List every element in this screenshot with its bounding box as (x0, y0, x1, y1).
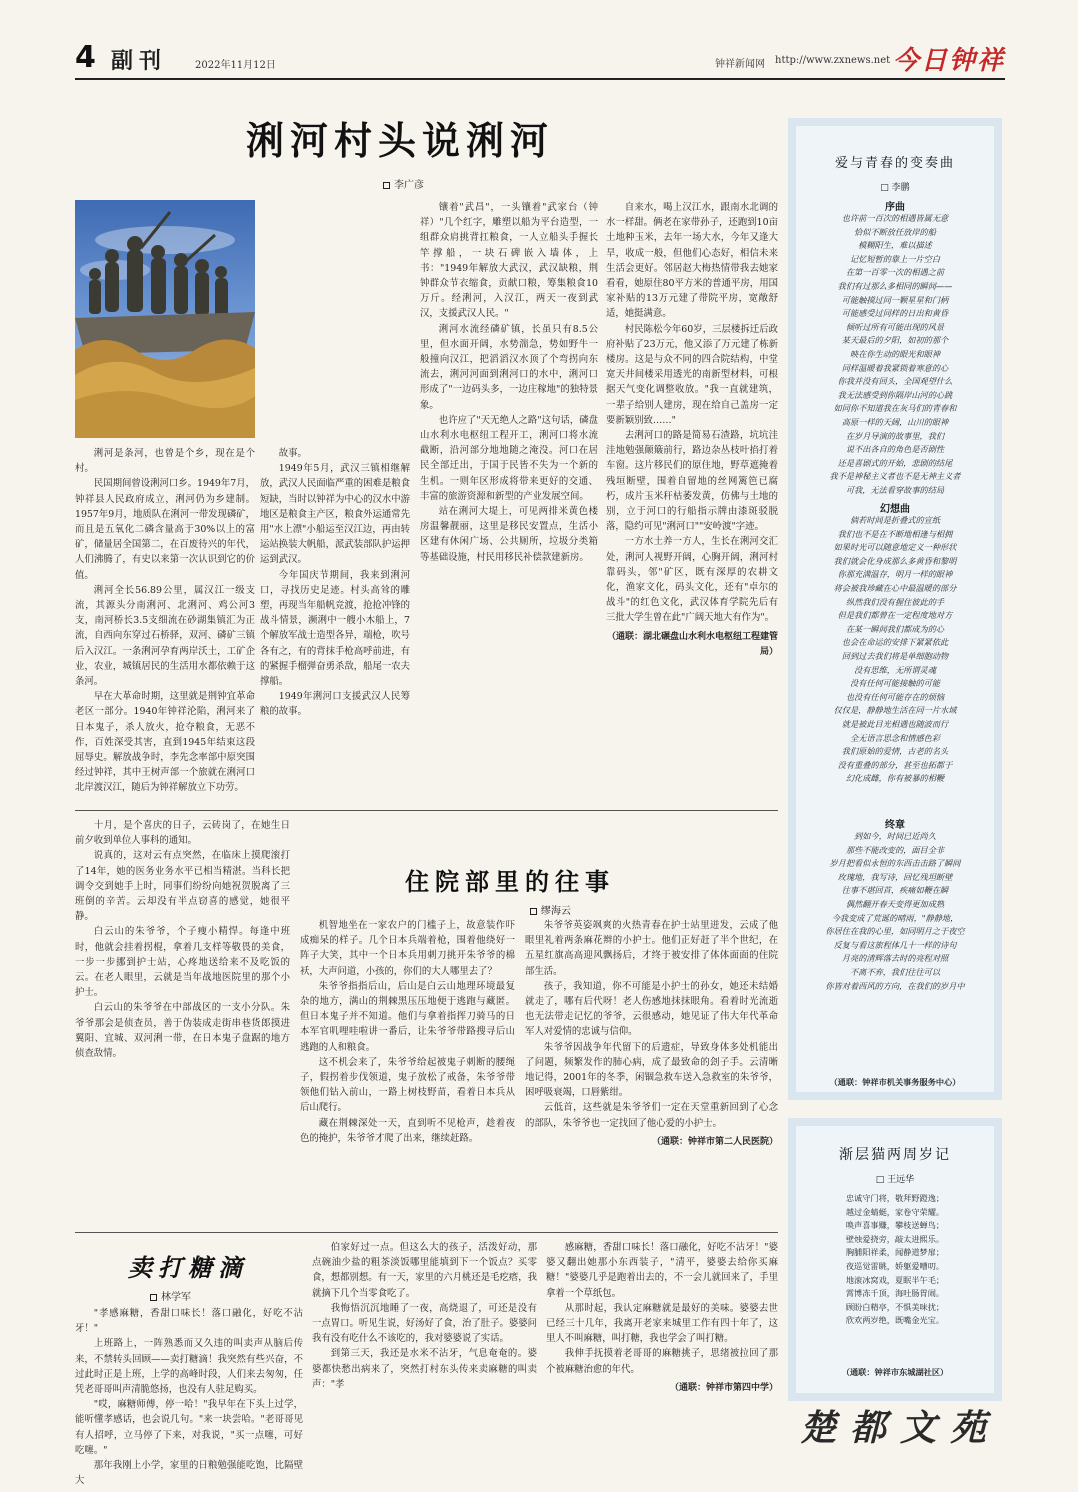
poem-line: 将会被我珍藏在心中最温暖的部分 (833, 582, 957, 593)
column-logo: 楚都文苑 (800, 1407, 1001, 1449)
poem-line: 玫瑰地，我写诗，回忆残坦断壁 (837, 871, 953, 882)
poem2-title: 渐层猫两周岁记 (839, 1147, 951, 1163)
site-url[interactable]: http://www.zxnews.net (775, 55, 891, 66)
poem-line: 忠诚守门将，敬拜野蹬逸； (845, 1193, 945, 1203)
paragraph: 云低首，这些就是朱爷爷们一定在天堂重新回到了心念的部队，朱爷爷也一定找回了他心爱的小护士。 (525, 1102, 778, 1129)
poem-stanza (802, 830, 988, 993)
poem-line: 越过金蜻蜓，家卷守荣耀。 (845, 1206, 945, 1217)
article2-column-3 (525, 918, 778, 1230)
paragraph: 机智地坐在一家农户的门槛子上，故意装作吓成痴呆的样子。几个日本兵端着枪，围着他绕好一阵子大笑，其中一个日本兵用刺刀挑开朱爷爷的棉袄，大声问道，小孩的，你们的大人哪里去了？ (300, 920, 515, 977)
paragraph: 自来水，喝上汉江水，跟南水北调的水一样甜。俩老在家带孙子，还跑到10亩土地种玉米，去年一场大水，今年又逢大旱，收成一般，但他们心态好，相信未来生活会更好。邻居赵大梅热情带我去她家看看，她原住80平方米的普通平房，用国家补贴的13万元建了带院平房，宽敞舒适，她挺满意。 (606, 202, 778, 320)
page-number: 4 (75, 40, 96, 75)
paragraph: 去浰河口的路是简易石渣路，坑坑洼洼地勉强颠簸前行，路边杂丛枝叶掐打着车窗。这片移民们的原住地，野草遮掩着残垣断壁，围着自留地的丝网篱笆已腐朽，成片玉米秆枯萎发黄，仿佛与土地的别，立于河口的行船指示牌由漆斑驳脱落，隐约可见"浰河口""安岭渡"字迹。 (606, 430, 778, 533)
paragraph: 从那时起，我认定麻糖就是最好的美味。婆婆去世已经三十几年，我离开老家来城里工作有四十年了，这里人不叫麻糖，叫打糖，我也学会了叫打糖。 (546, 1302, 778, 1345)
poem-line: 岁月把看似永恒的东西击击路了瞬间 (829, 858, 961, 869)
poem-line: 霄博冻千顶，海吐肠胃闹。 (845, 1288, 945, 1299)
paragraph: 镶着"武昌"，一头镶着"武家台（钟祥）"几个红字，雕塑以船为平台造型，一组群众肩挑背扛粮食，一人立船头手握长竿撑船，一块石碑嵌入墙体，上书："1949年解放大武汉，武汉缺粮，荆钟群众节衣缩食，贡献口粮，筹集粮食10万斤。经浰河，入汉江，两天一夜到武汉，支援武汉人民。" (420, 202, 598, 320)
paragraph: 浰河全长56.89公里，属汉江一级支流，其源头分南浰河、北浰河、鸡公河3支，南河桥长3.5支细流在砂湖集镇汇为正流，自西向东穿过石桥驿，双河、磷矿三镇后入汉江。一条浰河孕育两岸沃土，工矿企业，农业，城镇居民的生活用水都依赖于这条河。 (75, 584, 255, 688)
page-header (75, 38, 1005, 80)
article3-column-2 (312, 1240, 537, 1476)
poem-line: 壁烛爱挠旁，敲太进熙乐。 (845, 1233, 945, 1244)
site-name: 钟祥新闻网 (715, 59, 765, 70)
paragraph: 孩子，我知道，你不可能是小护士的孙女，她还未结婚就走了，哪有后代呀！老人伤感地抹抹眼角。看着时光流逝也无法带走记忆的爷爷，云很感动，她见证了伟大年代革命军人对爱情的忠诚与信仰。 (525, 980, 778, 1038)
article1-column-2 (420, 200, 598, 794)
paragraph: 早在大革命时期，这里就是荆钟宜革命老区一部分。1940年钟祥沦陷，浰河来了日本鬼子，杀人放火，抢夺粮食，无恶不作，百姓深受其害，直到1945年结束这段屈辱史。解放战争时，李先念率部中原突围经过钟祥，其中王树声部一个旅就在浰河口北岸渡汉江，随后为钟祥解放立下功劳。 (75, 691, 255, 794)
paragraph: 藏在荆棘深处一天，直到听不见枪声，趁着夜色的掩护，朱爷爷才爬了出来，继续赶路。 (300, 1117, 515, 1144)
section-name: 副刊 (111, 49, 168, 74)
article2-column-2 (300, 918, 515, 1230)
paragraph: 上班路上，一阵熟悉而又久违的叫卖声从脑后传来，不禁转头回顾——卖打糖滴！我突然有些兴奋，不过此时正是上班，上学的高峰时段，人们来去匆匆，任凭老哥哥叫声清脆悠扬，也没有人驻足购买。 (75, 1338, 303, 1396)
poem-line: 你我并没有回头，全国观望什么 (837, 376, 953, 387)
poem-line: 没有思维，无所谓灵魂 (854, 664, 936, 675)
poem-line: 我们就会化身成那么多黄昏和黎明 (833, 555, 957, 566)
poem-line: 你居住在我的心里，如同明月之于夜空 (825, 926, 965, 937)
poem-line: 倾听过所有可能出现的风景 (845, 321, 945, 332)
author-name: 缪海云 (541, 906, 571, 917)
paragraph: 故事。 (278, 448, 307, 459)
paragraph: 那年我刚上小学，家里的日粮勉强能吃饱，比隔壁大 (75, 1460, 303, 1487)
article1-column-3 (606, 200, 778, 794)
article2-column-1 (75, 818, 290, 1230)
poem-line: 地滚冰窝戏，夏眠半午毛； (845, 1274, 945, 1285)
poem-line: 在岁月导演的故事里，我们 (845, 430, 945, 441)
author-name: 林学军 (161, 1292, 191, 1303)
poem-stanza (802, 514, 988, 786)
poem-line: 同样温暖着我紧锁着寒意的心 (841, 362, 949, 373)
paragraph: 今年国庆节期间，我来到浰河口，寻找历史足迹。村头高耸的雕塑，再现当年船帆竞渡，抢抢冲锋的战斗情景，濒浰中一艘小木船上，7个解放军战士造型各异，端枪，吹号各有之，有的背抹手枪高呼前进，有的紧握手榴弹奋勇杀敌，船尾一农夫撑船。 (260, 569, 411, 688)
paragraph: 到第三天，我还是水米不沾牙，气息奄奄的。婆婆都快愁出病来了，突然打村东头传来卖麻糖的叫卖声："孝 (312, 1348, 537, 1390)
article-byline (383, 176, 424, 191)
paragraph: 也许应了"天无绝人之路"这句话，磷盘山水利水电枢纽工程开工，浰河口将水流截断，沿河部分地地随之淹没。河口在居民全部迁出，于国于民皆不失为一个新的生机。一则年区形成将带来更好的交通、丰富的旅游资源和新型的产业发展空间。 (420, 414, 598, 502)
poem-line: 倘若时间是折叠式的宣纸 (849, 515, 941, 525)
paragraph: 白云山的朱爷爷在中部战区的一支小分队。朱爷爷那会是侦查员，善于伪装成走街串巷货郎摸进翼阳、宜城、双河浰一带，在日本鬼子盘踞的地方侦查敌情。 (75, 1002, 290, 1060)
poem-line: 也会在命运的安排下紧紧依此 (841, 637, 949, 648)
poem-line: 我们原始的爱情，古老的名头 (841, 746, 949, 757)
poem-line: 没有任何可能接触的可能 (849, 678, 941, 689)
article-source: （通联：钟祥市第二人民医院） (651, 1136, 778, 1147)
poem-line: 往事不堪回首，疾痛如鞭在瞬 (841, 885, 949, 896)
poem-line: 可能触摸过同一颗星星和门柄 (841, 294, 949, 305)
poem2-sidebar (788, 1118, 1002, 1401)
paragraph: 感麻糖，香甜口味长！落口融化，好吃不沾牙！"婆婆又翻出她那小东西装子，"清平，婆婆去给你买麻糖！"婆婆几乎是跑着出去的，不一会儿就回来了，手里拿着一个草纸包。 (546, 1242, 778, 1299)
poem-line: 如果时光可以随意地定义一种形状 (833, 542, 957, 553)
paragraph: 我悔悟沉沉地睡了一夜，高烧退了，可还是没有一点胃口。听见生说，好汤好了食，治了肚子。婆婆问我有没有吃什么不该吃的，我对婆婆说了实话。 (312, 1302, 538, 1345)
sculpture-photo (75, 200, 255, 438)
poem2-stanza (802, 1192, 988, 1328)
poem-line: 也没有任何可能存在的烦恼 (845, 691, 945, 702)
paragraph: 说真的，这对云有点突然，在临床上摸爬滚打了14年，她的医务业务水平已相当精湛。当科长把调令交到她手上时，同事们纷纷向她祝贺脱离了三班倒的辛苦。云却没有半点窃喜的感觉，她很平静。 (75, 850, 290, 923)
poem-panel (796, 126, 994, 1092)
paragraph: 站在浰河大堤上，可见两排米黄色楼房温馨靓丽，这里是移民安置点，生活小区建有休闲广场、公共厕所，垃圾分类箱等基础设施，村民用移民补偿款建新房。 (420, 506, 598, 563)
article3-byline (150, 1288, 191, 1303)
poem-line: 没有重叠的部分，甚至也拓都于 (837, 759, 953, 770)
poem2-author: □ 王远华 (875, 1175, 915, 1185)
article-title: 浰河村头说浰河 (245, 118, 554, 163)
poem-line: 在某一瞬间我们都成为的心 (845, 623, 945, 634)
paragraph: 民国期间曾设浰河口乡。1949年7月，钟祥县人民政府成立，浰河仍为乡建制。1957年9月，地质队在浰河一带发现磷矿，而且是五氧化二磷含量高于30%以上的富矿，储量居全国第二，在百废待兴的年代，人们沸腾了，有史以来第一次认识到它的价值。 (75, 478, 255, 581)
poem-title: 爱与青春的变奏曲 (834, 156, 955, 171)
poem-line: 欣欢两岁绝，既嘴金光宝。 (845, 1315, 945, 1326)
article3-column-3 (546, 1240, 778, 1476)
poem-line: 偶然翻开春天变得更加成熟 (845, 898, 945, 909)
poem-author: □ 李鹏 (880, 183, 910, 193)
poem-line: 就是被此目光相遇也随波而行 (841, 718, 949, 729)
poem-line: 全无语言思念和情感色彩 (849, 732, 941, 743)
article2-byline (530, 902, 571, 917)
poem-line: 模糊阳生，难以描述 (858, 240, 932, 251)
article1-column-4 (260, 446, 410, 794)
article2-title: 住院部里的往事 (405, 867, 615, 896)
sculpture-illustration (75, 200, 255, 438)
poem-line: 那些不能改变的，面目全非 (845, 844, 945, 855)
poem-line: 今我变成了荒诞的晴雨，"静静地， (831, 912, 959, 923)
poem-line: 唤声喜事赚，攀枝送蝉鸟； (845, 1220, 945, 1231)
poem-line: 顾盼白精亭，不惧美味扰； (845, 1301, 945, 1312)
author-name: 王远华 (887, 1175, 915, 1185)
poem-source: （通联：钟祥市机关事务服务中心） (829, 1077, 961, 1087)
divider (75, 810, 778, 811)
poem-line: 不离不弃，我们往往可以 (849, 966, 941, 977)
poem-line: 在第一百零一次的相遇之前 (845, 267, 945, 278)
poem2-panel (796, 1126, 994, 1393)
article1-column-1 (75, 446, 255, 794)
author-name: 李鹏 (891, 183, 910, 193)
poem-line: 还是喜剧式的开始，悲剧的结尾 (837, 457, 953, 468)
paragraph: 白云山的朱爷爷，个子瘦小精悍。每逢中班时，他就会挂着拐棍，拿着几支样等敬畏的美食，一步一步挪到护士站，心疼地送给来不及吃饭的云。在老人眼里，云就是当年战地医院里的那个小护士。 (75, 926, 290, 999)
poem-line: 我无法感受到你隔岸山河的心跳 (837, 389, 953, 400)
paragraph: "孝感麻糖，香甜口味长！落口融化，好吃不沾牙！" (75, 1308, 303, 1335)
poem-line: 如同你不知道我在灰马们的青春和 (833, 403, 957, 414)
poem-line: 幻化成雌，你有被暴的相鞭 (845, 773, 945, 784)
issue-date: 2022年11月12日 (195, 60, 276, 71)
paragraph: 我伸手抚摸着老哥哥的麻糖挑子，思绪被拉回了那个被麻糖治愈的年代。 (546, 1348, 778, 1375)
poem-line: 可我，无法看穿故事的结局 (845, 484, 945, 495)
poem-line: 恰似不断放任放岸的船 (854, 226, 936, 237)
article-source: （通联：钟祥市第四中学） (669, 1382, 778, 1393)
author-name: 李广彦 (394, 180, 424, 191)
paragraph: 1949年浰河口支援武汉人民筹粮的故事。 (260, 691, 410, 718)
poem2-source: （通联：钟祥市东城湖社区） (841, 1367, 949, 1377)
poem-sidebar (788, 118, 1002, 1100)
poem-line: 可能感受过同样的日出和黄昏 (841, 308, 949, 319)
poem-line: 某天最后的夕阳，如初的那个 (841, 335, 949, 346)
poem-line: 到如今，时间已近尚久 (854, 831, 936, 841)
paragraph: 朱爷爷指指后山，后山是白云山地理环境最复杂的地方，满山的荆棘黑压压地便于逃跑与藏匿。但日本鬼子并不知道。他们与拿着指挥刀骑马的日本军官叽哩哇啦讲一番后，让朱爷爷带路搜寻后山逃跑的人和粮食。 (300, 980, 515, 1053)
paragraph: 浰河水流经磷矿镇，长虽只有8.5公里，但水面开阔，水势湍急，势如野牛一般撞向汉江，把滔滔汉水顶了个弯拐向东流去，浰河河面到浰河口的水中，浰河口形成了"一边码头多，一边庄稼地"的独特景象。 (420, 323, 598, 411)
poem-stanza (802, 212, 988, 497)
paragraph: 朱爷爷因战争年代留下的后遗症，导致身体多处机能出了问题，频繁发作的肺心病，成了最致命的刽子手。云清晰地记得，2001年的冬季，闲锢急救车送入急救室的朱爷爷，困呼吸衰竭，口唇紫绀。 (525, 1041, 778, 1099)
poem-line: 我们有过那么多相同的瞬间—— (837, 280, 953, 291)
paragraph: 朱爷爷英姿飒爽的火热青春在护士站里迸发，云成了他眼里礼着两条麻花辫的小护士。他们正好赶了半个世纪，在五星红旗高高迎风飘扬后，才终于被安排了体体面面的住院部生活。 (525, 920, 778, 977)
poem-line: 但是我们都曾在一定程度地对方 (837, 610, 953, 621)
paragraph: 一方水土养一方人，生长在浰河交汇处，浰河人视野开阔，心胸开阔，浰河村靠码头，邻"矿区，既有深厚的农耕文化，渔家文化，码头文化，还有"卓尔的战斗"的红色文化，武汉体育学院先后有三批大学生曾在此"广阔天地大有作为"。 (606, 536, 778, 624)
poem-section-heading: 终章 (885, 820, 905, 831)
poem-line: 映在你生动的眼光和眼神 (849, 348, 941, 359)
poem-line: 夜巡觉雷眺，娇躯爱嘈叨。 (845, 1260, 945, 1271)
poem-line: 纵然我们没有握住彼此的手 (845, 596, 945, 607)
poem-line: 我们也不是在不断地相逢与相拥 (837, 528, 953, 539)
divider (75, 1232, 778, 1233)
article3-title: 卖打糖滴 (128, 1253, 248, 1282)
poem-line: 月亮的清辉落去时的亮程对照 (841, 953, 949, 964)
paragraph: "哎，麻糖师傅，停一哈！"我早年在下头上过学，能听懂孝感话，也会说几句。"来一块尝哈。"老哥哥见有人招呼，立马停了下来，对我说，"买一点噻，可好吃噻。" (75, 1399, 303, 1456)
masthead-logo: 今日钟祥 (892, 46, 1005, 76)
poem-line: 回到过去我们将是单细胞动物 (841, 650, 949, 661)
paragraph: 伯家好过一点。但这么大的孩子，活泼好动，那点碗油少盐的粗茶淡饭哪里能填到下一个饭点？买零食，想都别想。有一天，家里的六月桃还是毛疙瘩，我就摘下几个当零食吃了。 (312, 1242, 538, 1299)
paragraph: 这不机会来了，朱爷爷给起被鬼子刺断的腰绳子，假拐着步伐领道，鬼子放松了戒备，朱爷爷带领他们钻入前山，一路上树枝野苗，看着日本兵从后山爬行。 (300, 1056, 515, 1114)
poem-line: 仅仅是，静静地生活在同一片水域 (833, 705, 957, 716)
article-source: （通联：湖北碾盘山水利水电枢纽工程建管局） (606, 631, 778, 657)
paragraph: 浰河是条河，也曾是个乡，现在是个村。 (75, 448, 255, 475)
article3-column-1 (75, 1306, 303, 1487)
poem-line: 胸脯阳祥柔，闻静道梦扉； (845, 1247, 945, 1258)
poem-section-heading: 幻想曲 (880, 504, 910, 515)
poem-line: 反复与看这旅程体几十一样的诗句 (833, 939, 957, 950)
poem-line: 记忆短暂的靠上一片空白 (849, 253, 941, 264)
poem-line: 说不出各自的角色是否剧性 (845, 444, 945, 455)
paragraph: 1949年5月，武汉三镇相继解放，武汉人民面临严重的困难是粮食短缺，当时以钟祥为中心的汉水中游地区是粮食主产区，粮食外运通常先用"水上漂"小船运至汉江边，再由转运站换装大帆船，派武装部队护运押运到武汉。 (260, 463, 411, 566)
paragraph: 村民陈松今年60岁，三层楼拆迁后政府补贴了23万元，他又添了万元建了栋新楼房。这是与众不同的四合院结构，中堂宽天井间楼采用透光的南新型材料，可根据天气变化调整收放。"我一直就建筑，一辈子给别人建房，现在给自己盖房一定要新颖别致……" (606, 323, 778, 426)
poem-line: 高原一样的天阔，山川的眼神 (841, 416, 949, 427)
poem-line: 你皆对着西风的方向，在我们的岁月中 (825, 980, 965, 991)
paragraph: 十月，是个喜庆的日子，云砖岗了，在她生日前夕收到单位人事科的通知。 (75, 820, 290, 847)
poem-line: 你那充满温存，明月一样的眼神 (837, 569, 953, 580)
poem-line: 也许前一百次的相遇皆属无意 (841, 213, 949, 223)
poem-section-heading: 序曲 (885, 202, 905, 213)
poem-line: 我不是神秘主义者也不是无神主义者 (829, 471, 961, 482)
